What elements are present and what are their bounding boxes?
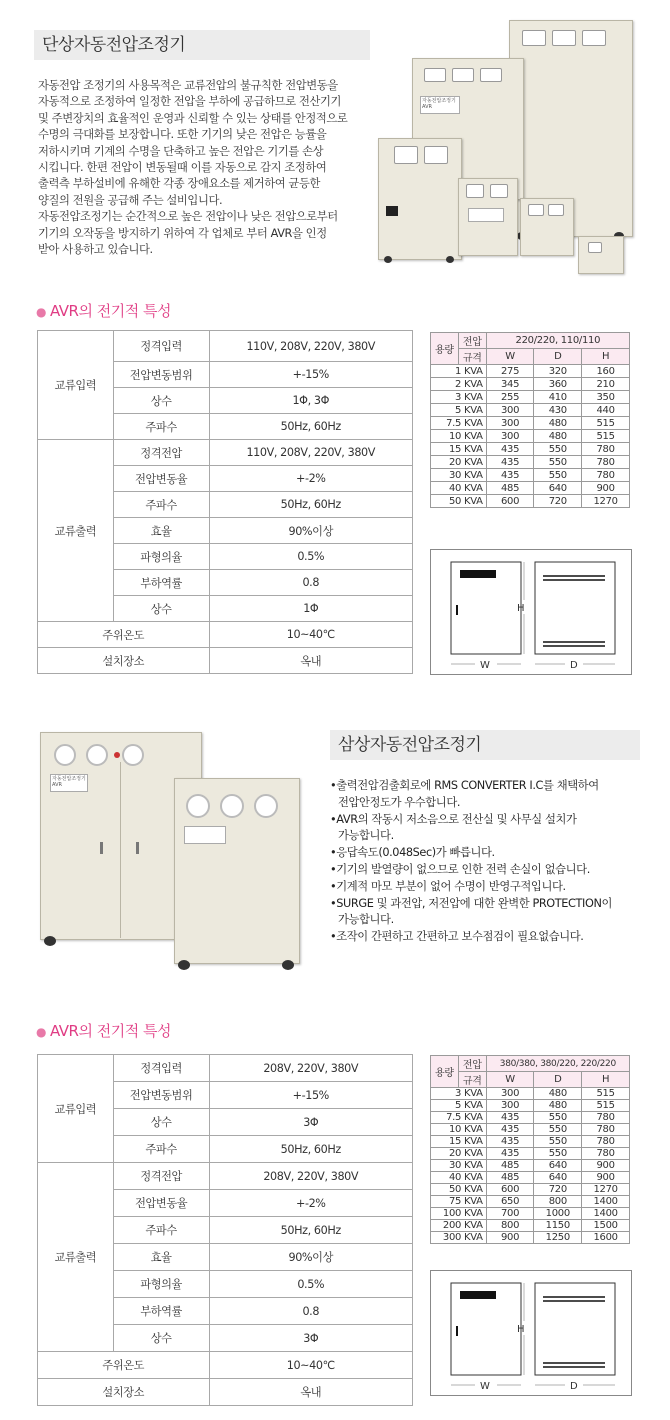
table-row (431, 1208, 630, 1220)
feature-item (330, 812, 650, 846)
dimension-cell: 700 (486, 1208, 534, 1220)
input-group-label: 교류입력 (38, 331, 114, 440)
spec-value: 10~40℃ (209, 622, 413, 648)
section1-title-text: 단상자동전압조정기 (42, 35, 186, 55)
table-row (431, 1088, 630, 1100)
table-row (38, 622, 413, 648)
table-row (431, 1136, 630, 1148)
dimension-cell: 435 (486, 469, 534, 482)
dimension-cell: 780 (582, 1124, 630, 1136)
dimension-cell: 800 (534, 1196, 582, 1208)
section2-spec-table (37, 1054, 413, 1406)
feature-text: •조작이 간편하고 간편하고 보수점검이 필요없습니다. (330, 930, 584, 944)
spec-label: 파형의율 (113, 1271, 209, 1298)
dimension-cell: 640 (534, 1160, 582, 1172)
dimension-cell: 780 (582, 443, 630, 456)
dimension-cell: 485 (486, 482, 534, 495)
section1-spec-heading (36, 300, 171, 321)
section1-spec-table (37, 330, 413, 674)
col-w-header: W (486, 349, 534, 365)
capacity-cell: 10 KVA (431, 430, 487, 443)
spec-value: 50Hz, 60Hz (209, 414, 413, 440)
table-row (431, 378, 630, 391)
dimension-cell: 515 (582, 417, 630, 430)
spec-label: 상수 (113, 1109, 209, 1136)
spec-label: 상수 (113, 1325, 209, 1352)
section2-spec-heading-text: AVR의 전기적 특성 (49, 1022, 171, 1040)
height-label: H (517, 603, 525, 614)
table-row (38, 440, 413, 466)
height-label: H (517, 1324, 525, 1335)
capacity-cell: 300 KVA (431, 1232, 487, 1244)
feature-text: 전압안정도가 우수합니다. (338, 795, 461, 809)
desc-line: 시킵니다. 한편 전압이 변동될때 이를 자동으로 감지 조정하여 (38, 161, 327, 175)
col-d-header: D (534, 349, 582, 365)
table-row (431, 430, 630, 443)
single-phase-avr-product-image (372, 18, 644, 280)
table-row (38, 1379, 413, 1406)
spec-label: 설치장소 (38, 648, 210, 674)
voltage-header: 전압 (458, 1056, 486, 1072)
dimension-cell: 435 (486, 443, 534, 456)
product-plate-line2: AVR (52, 782, 62, 788)
table-row (431, 417, 630, 430)
spec-label: 주위온도 (38, 1352, 210, 1379)
capacity-cell: 10 KVA (431, 1124, 487, 1136)
spec-value: 110V, 208V, 220V, 380V (209, 331, 413, 362)
dimension-cell: 900 (486, 1232, 534, 1244)
spec-value: 0.5% (209, 544, 413, 570)
desc-line: 수명의 극대화를 보장합니다. 또한 기기의 낮은 전압은 능률을 (38, 128, 327, 142)
dimension-cell: 300 (486, 1100, 534, 1112)
table-row (431, 1112, 630, 1124)
table-row (431, 1184, 630, 1196)
dimension-cell: 780 (582, 1136, 630, 1148)
spec-value: 10~40℃ (209, 1352, 413, 1379)
spec-value: 0.5% (209, 1271, 413, 1298)
dimension-cell: 300 (486, 417, 534, 430)
table-row (431, 1172, 630, 1184)
table-row (431, 1072, 630, 1088)
table-row (431, 333, 630, 349)
col-w-header: W (486, 1072, 534, 1088)
dimension-cell: 600 (486, 495, 534, 508)
dimension-cell: 900 (582, 1172, 630, 1184)
spec-label: 부하역률 (113, 1298, 209, 1325)
product-plate-line1: 자동전압조정기 (52, 776, 86, 782)
capacity-cell: 3 KVA (431, 391, 487, 404)
dimension-cell: 430 (534, 404, 582, 417)
spec-label: 설치장소 (38, 1379, 210, 1406)
capacity-cell: 75 KVA (431, 1196, 487, 1208)
feature-text: •기계적 마모 부분이 없어 수명이 반영구적입니다. (330, 879, 566, 893)
table-row (431, 1160, 630, 1172)
dimension-cell: 780 (582, 456, 630, 469)
product-plate-line2: AVR (422, 104, 432, 110)
product-plate-line1: 자동전압조정기 (422, 98, 456, 104)
dimension-cell: 600 (486, 1184, 534, 1196)
table-row (431, 1148, 630, 1160)
dimension-cell: 1150 (534, 1220, 582, 1232)
dimension-cell: 160 (582, 365, 630, 378)
section2-spec-heading (36, 1020, 171, 1041)
voltage-header: 전압 (458, 333, 486, 349)
dimension-cell: 515 (582, 1088, 630, 1100)
capacity-cell: 50 KVA (431, 495, 487, 508)
capacity-cell: 30 KVA (431, 469, 487, 482)
spec-label: 정격전압 (113, 440, 209, 466)
desc-line: 자동전압조정기는 순간적으로 높은 전압이나 낮은 전압으로부터 (38, 210, 338, 224)
capacity-cell: 7.5 KVA (431, 1112, 487, 1124)
col-d-header: D (534, 1072, 582, 1088)
spec-value: 90%이상 (209, 1244, 413, 1271)
capacity-cell: 40 KVA (431, 1172, 487, 1184)
spec-value: 옥내 (209, 648, 413, 674)
spec-value: +-2% (209, 1190, 413, 1217)
spec-value: 3Φ (209, 1109, 413, 1136)
table-row (38, 331, 413, 362)
feature-item (330, 896, 650, 930)
desc-line: 양질의 전원을 공급해 주는 설비입니다. (38, 193, 223, 207)
capacity-cell: 2 KVA (431, 378, 487, 391)
dimension-cell: 435 (486, 1136, 534, 1148)
capacity-cell: 1 KVA (431, 365, 487, 378)
dimension-cell: 1600 (582, 1232, 630, 1244)
spec-value: 90%이상 (209, 518, 413, 544)
output-group-label: 교류출력 (38, 1163, 114, 1352)
table-row (431, 469, 630, 482)
dimension-cell: 780 (582, 1112, 630, 1124)
depth-label: D (570, 660, 578, 671)
voltage-value: 220/220, 110/110 (486, 333, 629, 349)
table-row (431, 391, 630, 404)
spec-label: 파형의율 (113, 544, 209, 570)
feature-item (330, 929, 650, 946)
table-row (38, 1163, 413, 1190)
dimension-cell: 640 (534, 482, 582, 495)
dimension-cell: 515 (582, 430, 630, 443)
dimension-cell: 550 (534, 469, 582, 482)
spec-label: 정격전압 (113, 1163, 209, 1190)
spec-value: 208V, 220V, 380V (209, 1163, 413, 1190)
dimension-cell: 485 (486, 1172, 534, 1184)
dimension-cell: 210 (582, 378, 630, 391)
spec-value: 1Φ, 3Φ (209, 388, 413, 414)
dimension-cell: 300 (486, 404, 534, 417)
spec-label: 전압변동범위 (113, 362, 209, 388)
table-row (38, 1352, 413, 1379)
capacity-cell: 30 KVA (431, 1160, 487, 1172)
capacity-cell: 50 KVA (431, 1184, 487, 1196)
spec-label: 정격입력 (113, 1055, 209, 1082)
capacity-cell: 100 KVA (431, 1208, 487, 1220)
section2-title (330, 730, 640, 760)
spec-label: 전압변동율 (113, 466, 209, 492)
capacity-header: 용량 (431, 333, 459, 365)
table-row (431, 1196, 630, 1208)
dimension-cell: 300 (486, 430, 534, 443)
feature-item (330, 862, 650, 879)
spec-value: +-15% (209, 362, 413, 388)
capacity-cell: 15 KVA (431, 443, 487, 456)
feature-text: 가능합니다. (338, 913, 394, 927)
feature-text: •SURGE 및 과전압, 저전압에 대한 완벽한 PROTECTION이 (330, 896, 613, 910)
feature-item (330, 778, 650, 812)
dimension-cell: 1400 (582, 1196, 630, 1208)
dimension-cell: 435 (486, 1124, 534, 1136)
feature-text: •응답속도(0.048Sec)가 빠릅니다. (330, 846, 495, 860)
spec-value: 50Hz, 60Hz (209, 492, 413, 518)
table-row (431, 443, 630, 456)
dimension-cell: 550 (534, 443, 582, 456)
section1-dimension-drawing (430, 549, 632, 675)
section1-description (38, 78, 368, 258)
section2-dimension-drawing (430, 1270, 632, 1396)
dimension-cell: 345 (486, 378, 534, 391)
dimension-cell: 1270 (582, 1184, 630, 1196)
feature-text: •출력전압검출회로에 RMS CONVERTER I.C를 채택하여 (330, 779, 599, 792)
dimension-cell: 1400 (582, 1208, 630, 1220)
table-row (431, 1220, 630, 1232)
spec-value: +-15% (209, 1082, 413, 1109)
desc-line: 받아 사용하고 있습니다. (38, 243, 153, 257)
width-label: W (480, 1381, 490, 1392)
capacity-cell: 5 KVA (431, 404, 487, 417)
spec-label: 전압변동율 (113, 1190, 209, 1217)
spec-label: 상수 (113, 388, 209, 414)
dimension-cell: 720 (534, 1184, 582, 1196)
dimension-cell: 320 (534, 365, 582, 378)
spec-label: 주파수 (113, 1217, 209, 1244)
standard-header: 규격 (458, 349, 486, 365)
cabinet-outline-drawing (431, 1271, 631, 1395)
spec-value: 1Φ (209, 596, 413, 622)
section2-feature-list (330, 778, 650, 946)
dimension-cell: 255 (486, 391, 534, 404)
spec-label: 전압변동범위 (113, 1082, 209, 1109)
dimension-cell: 435 (486, 456, 534, 469)
table-row (38, 648, 413, 674)
spec-value: +-2% (209, 466, 413, 492)
capacity-cell: 15 KVA (431, 1136, 487, 1148)
spec-label: 상수 (113, 596, 209, 622)
col-h-header: H (582, 1072, 630, 1088)
dimension-cell: 550 (534, 1112, 582, 1124)
dimension-cell: 300 (486, 1088, 534, 1100)
dimension-cell: 800 (486, 1220, 534, 1232)
dimension-cell: 485 (486, 1160, 534, 1172)
dimension-cell: 435 (486, 1148, 534, 1160)
spec-label: 효율 (113, 518, 209, 544)
cabinet-outline-drawing (431, 550, 631, 674)
table-row (431, 456, 630, 469)
desc-line: 출력측 부하설비에 유해한 각종 장애요소를 제거하여 균등한 (38, 177, 320, 191)
spec-value: 110V, 208V, 220V, 380V (209, 440, 413, 466)
dimension-cell: 480 (534, 1100, 582, 1112)
dimension-cell: 1500 (582, 1220, 630, 1232)
dimension-cell: 550 (534, 1136, 582, 1148)
table-row (431, 495, 630, 508)
desc-line: 자동전압 조정기의 사용목적은 교류전압의 불규칙한 전압변동을 (38, 79, 338, 92)
table-row (431, 349, 630, 365)
table-row (431, 1056, 630, 1072)
table-row (431, 1100, 630, 1112)
feature-item (330, 879, 650, 896)
table-row (431, 365, 630, 378)
dimension-cell: 900 (582, 482, 630, 495)
standard-header: 규격 (458, 1072, 486, 1088)
desc-line: 기기의 오작동을 방지하기 위하여 각 업체로 부터 AVR을 인정 (38, 226, 327, 240)
dimension-cell: 1270 (582, 495, 630, 508)
table-row (431, 482, 630, 495)
capacity-cell: 20 KVA (431, 1148, 487, 1160)
dimension-cell: 650 (486, 1196, 534, 1208)
dimension-cell: 480 (534, 1088, 582, 1100)
section1-spec-heading-text: AVR의 전기적 특성 (49, 302, 171, 320)
width-label: W (480, 660, 490, 671)
table-row (431, 404, 630, 417)
desc-line: 저하시키며 기계의 수명을 단축하고 높은 전압은 기기를 손상 (38, 144, 324, 158)
dimension-cell: 440 (582, 404, 630, 417)
dimension-cell: 640 (534, 1172, 582, 1184)
spec-value: 옥내 (209, 1379, 413, 1406)
dimension-cell: 720 (534, 495, 582, 508)
dimension-cell: 480 (534, 417, 582, 430)
spec-value: 208V, 220V, 380V (209, 1055, 413, 1082)
section1-dimension-table (430, 332, 630, 508)
feature-text: 가능합니다. (338, 829, 394, 843)
spec-label: 주위온도 (38, 622, 210, 648)
section1-title (34, 30, 370, 60)
dimension-cell: 1250 (534, 1232, 582, 1244)
dimension-cell: 780 (582, 1148, 630, 1160)
capacity-header: 용량 (431, 1056, 459, 1088)
desc-line: 및 주변장치의 효율적인 운영과 신뢰할 수 있는 상태를 안정적으로 (38, 111, 348, 125)
bullet-dot-icon: ● (36, 1025, 46, 1039)
spec-label: 주파수 (113, 414, 209, 440)
spec-label: 정격입력 (113, 331, 209, 362)
section2-title-text: 삼상자동전압조정기 (338, 735, 482, 755)
dimension-cell: 275 (486, 365, 534, 378)
section2-dimension-table (430, 1055, 630, 1244)
spec-label: 주파수 (113, 1136, 209, 1163)
dimension-cell: 480 (534, 430, 582, 443)
bullet-dot-icon: ● (36, 305, 46, 319)
dimension-cell: 435 (486, 1112, 534, 1124)
spec-value: 50Hz, 60Hz (209, 1136, 413, 1163)
table-row (431, 1232, 630, 1244)
col-h-header: H (582, 349, 630, 365)
dimension-cell: 780 (582, 469, 630, 482)
dimension-cell: 550 (534, 1124, 582, 1136)
capacity-cell: 3 KVA (431, 1088, 487, 1100)
dimension-cell: 410 (534, 391, 582, 404)
dimension-cell: 360 (534, 378, 582, 391)
capacity-cell: 20 KVA (431, 456, 487, 469)
spec-label: 주파수 (113, 492, 209, 518)
feature-item (330, 845, 650, 862)
dimension-cell: 1000 (534, 1208, 582, 1220)
feature-text: •기기의 발열량이 없으므로 인한 전력 손실이 없습니다. (330, 862, 590, 876)
capacity-cell: 40 KVA (431, 482, 487, 495)
spec-value: 3Φ (209, 1325, 413, 1352)
spec-label: 부하역률 (113, 570, 209, 596)
capacity-cell: 7.5 KVA (431, 417, 487, 430)
dimension-cell: 350 (582, 391, 630, 404)
spec-label: 효율 (113, 1244, 209, 1271)
capacity-cell: 200 KVA (431, 1220, 487, 1232)
voltage-value: 380/380, 380/220, 220/220 (486, 1056, 629, 1072)
capacity-cell: 5 KVA (431, 1100, 487, 1112)
depth-label: D (570, 1381, 578, 1392)
dimension-cell: 515 (582, 1100, 630, 1112)
feature-text: •AVR의 작동시 저소음으로 전산실 및 사무실 설치가 (330, 812, 577, 826)
input-group-label: 교류입력 (38, 1055, 114, 1163)
dimension-cell: 550 (534, 1148, 582, 1160)
table-row (431, 1124, 630, 1136)
desc-line: 자동적으로 조정하여 일정한 전압을 부하에 공급하므로 전산기기 (38, 95, 341, 109)
output-group-label: 교류출력 (38, 440, 114, 622)
dimension-cell: 900 (582, 1160, 630, 1172)
table-row (38, 1055, 413, 1082)
spec-value: 0.8 (209, 1298, 413, 1325)
spec-value: 0.8 (209, 570, 413, 596)
three-phase-avr-product-image (36, 722, 300, 974)
spec-value: 50Hz, 60Hz (209, 1217, 413, 1244)
dimension-cell: 550 (534, 456, 582, 469)
